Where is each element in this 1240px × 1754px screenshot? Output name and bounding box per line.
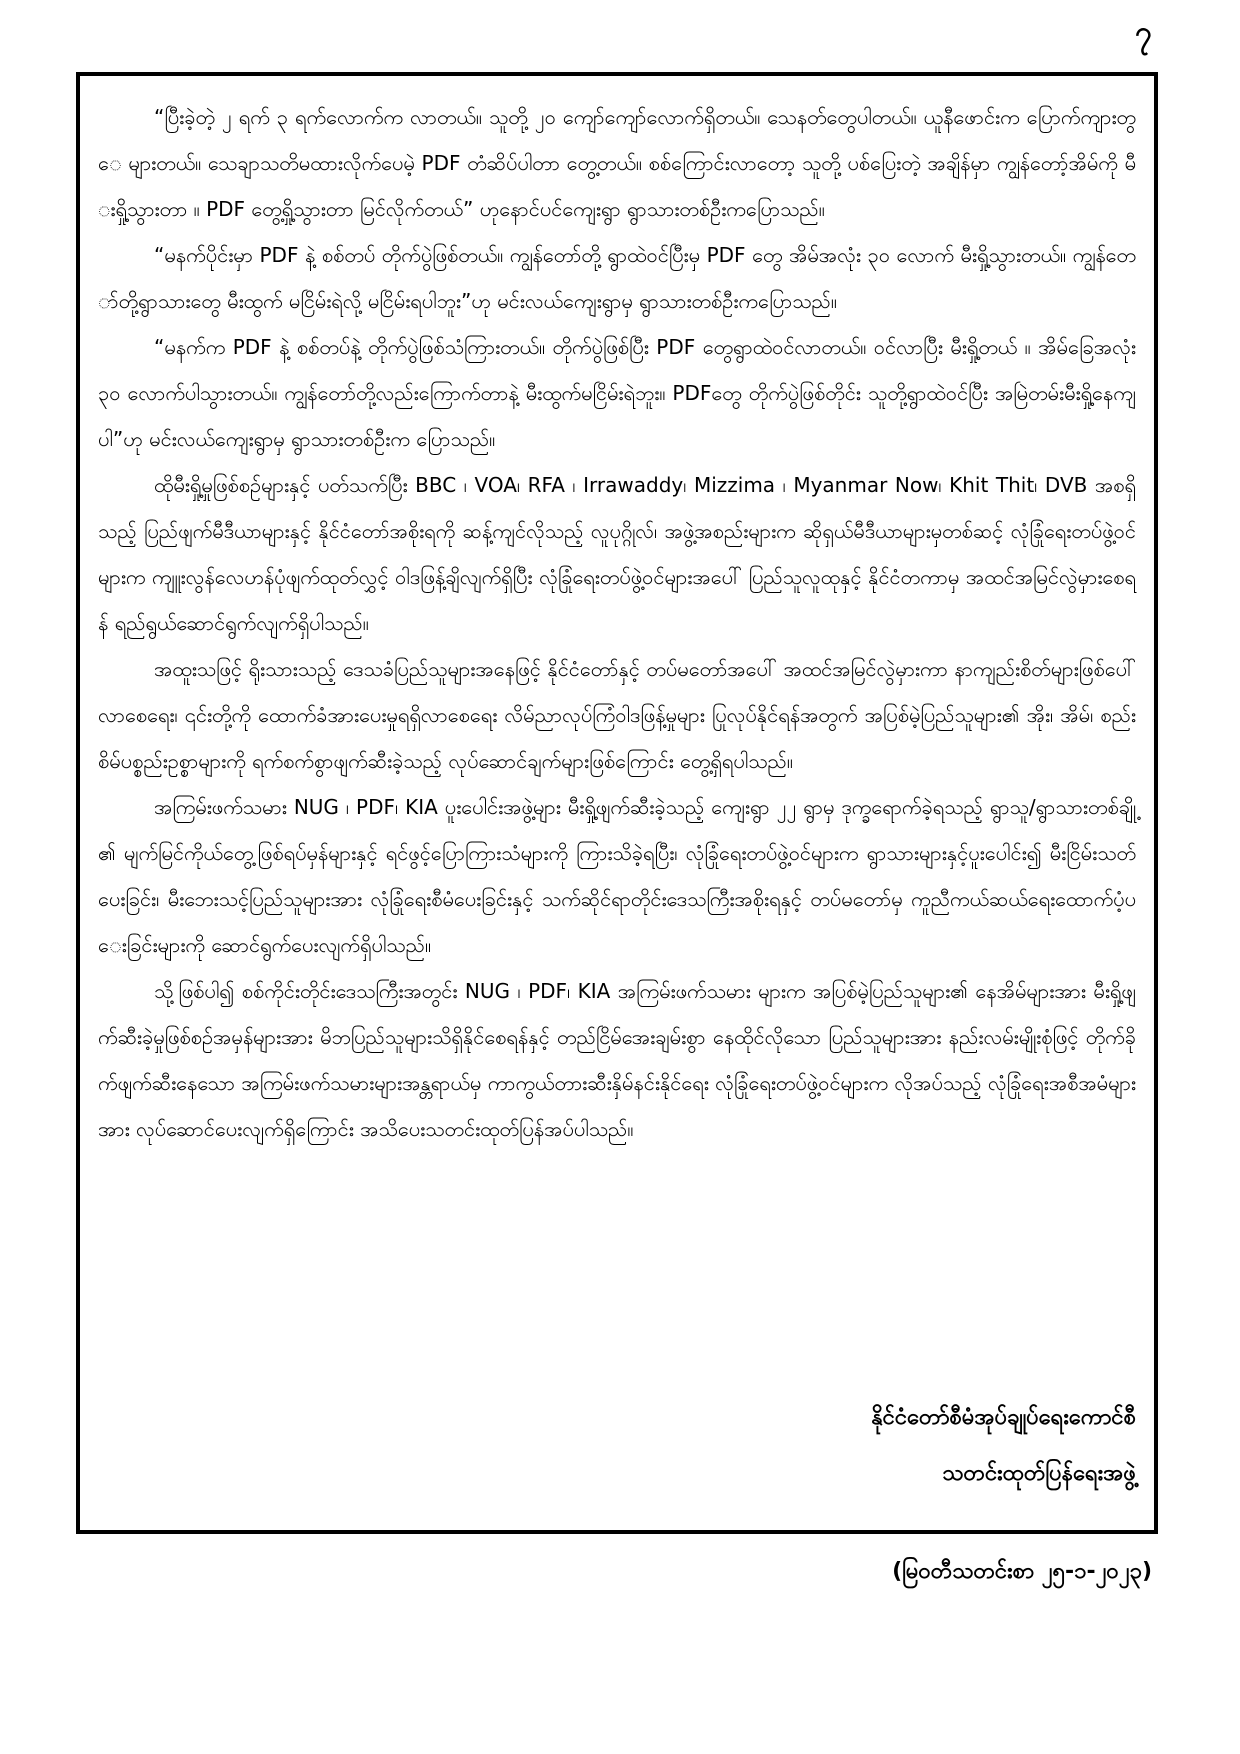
signature-council: နိုင်ငံတော်စီမံအုပ်ချုပ်ရေးကောင်စီ <box>871 1405 1136 1430</box>
signature-info-team: သတင်းထုတ်ပြန်ရေးအဖွဲ့ <box>942 1461 1136 1486</box>
paragraph-3: “မနက်က PDF နဲ့ စစ်တပ်နဲ့ တိုက်ပွဲဖြစ်သံကြားတယ်။ တိုက်ပွဲဖြစ်ပြီး PDF တွေရွာထဲဝင်လာတယ်။ ဝင်လာပြီး မီးရှို့တယ် ။ အိမ်ခြေအလုံး ၃၀ လောက်ပါသွားတယ်။ ကျွန်တော်တို့လည်းကြောက်တာနဲ့ မီးထွက်မငြိမ်းရဲဘူး။ PDFတွေ တိုက်ပွဲဖြစ်တိုင်း သူတို့ရွာထဲဝင်ပြီး အမြဲတမ်းမီးရှို့နေကျပါ”ဟု မင်းလယ်ကျေးရွာမှ ရွာသားတစ်ဦးက ပြောသည်။ <box>98 335 1136 451</box>
paragraph-6: အကြမ်းဖက်သမား NUG ၊ PDF၊ KIA ပူးပေါင်းအဖွဲ့များ မီးရှို့ဖျက်ဆီးခဲ့သည့် ကျေးရွာ ၂၂ ရွာမှ ဒုက္ခရောက်ခဲ့ရသည့် ရွာသူ/ရွာသားတစ်ချို့၏ မျက်မြင်ကိုယ်တွေ့ဖြစ်ရပ်မှန်များနှင့် ရင်ဖွင့်ပြောကြားသံများကို ကြားသိခဲ့ရပြီး၊ လုံခြုံရေးတပ်ဖွဲ့ဝင်များက ရွာသားများနှင့်ပူးပေါင်း၍ မီးငြိမ်းသတ်ပေးခြင်း၊ မီးဘေးသင့်ပြည်သူများအား လုံခြုံရေးစီမံပေးခြင်းနှင့် သက်ဆိုင်ရာတိုင်းဒေသကြီးအစိုးရနှင့် တပ်မတော်မှ ကူညီကယ်ဆယ်ရေးထောက်ပံ့ပေးခြင်းများကို ဆောင်ရွက်ပေးလျက်ရှိပါသည်။ <box>98 795 1136 957</box>
paragraph-5: အထူးသဖြင့် ရိုးသားသည့် ဒေသခံပြည်သူများအနေဖြင့် နိုင်ငံတော်နှင့် တပ်မတော်အပေါ် အထင်အမြင်လွဲမှားကာ နာကျည်းစိတ်များဖြစ်ပေါ်လာစေရေး၊ ၎င်းတို့ကို ထောက်ခံအားပေးမှုရရှိလာစေရေး လိမ်ညာလုပ်ကြံဝါဒဖြန့်မှုများ ပြုလုပ်နိုင်ရန်အတွက် အပြစ်မဲ့ပြည်သူများ၏ အိုး၊ အိမ်၊ စည်းစိမ်ပစ္စည်းဥစ္စာများကို ရက်စက်စွာဖျက်ဆီးခဲ့သည့် လုပ်ဆောင်ချက်များဖြစ်ကြောင်း တွေ့ရှိရပါသည်။ <box>98 657 1136 773</box>
source-citation: (မြဝတီသတင်းစာ ၂၅-၁-၂၀၂၃) <box>892 1559 1152 1584</box>
page-number: ၇ <box>1135 15 1152 50</box>
paragraph-1: “ပြီးခဲ့တဲ့ ၂ ရက် ၃ ရက်လောက်က လာတယ်။ သူတို့ ၂၀ ကျော်ကျော်လောက်ရှိတယ်။ သေနတ်တွေပါတယ်။ ယူနီဖောင်းက ပြောက်ကျားတွေ များတယ်။ သေချာသတိမထားလိုက်ပေမဲ့ PDF တံဆိပ်ပါတာ တွေ့တယ်။ စစ်ကြောင်းလာတော့ သူတို့ ပစ်ပြေးတဲ့ အချိန်မှာ ကျွန်တော့်အိမ်ကို မီးရှို့သွားတာ ။ PDF တွေ့ရှို့သွားတာ မြင်လိုက်တယ်” ဟုနောင်ပင်ကျေးရွာ ရွာသားတစ်ဦးကပြောသည်။ <box>98 105 1136 221</box>
document-frame <box>76 72 1158 1534</box>
paragraph-2: “မနက်ပိုင်းမှာ PDF နဲ့ စစ်တပ် တိုက်ပွဲဖြစ်တယ်။ ကျွန်တော်တို့ ရွာထဲဝင်ပြီးမှ PDF တွေ အိမ်အလုံး ၃၀ လောက် မီးရှို့သွားတယ်။ ကျွန်တော်တို့ရွာသားတွေ မီးထွက် မငြိမ်းရဲလို့ မငြိမ်းရပါဘူး”ဟု မင်းလယ်ကျေးရွာမှ ရွာသားတစ်ဦးကပြောသည်။ <box>98 243 1137 313</box>
paragraph-4: ထိုမီးရှို့မှုဖြစ်စဉ်များနှင့် ပတ်သက်ပြီး BBC ၊ VOA၊ RFA ၊ Irrawaddy၊ Mizzima ၊ Myanmar Now၊ Khit Thit၊ DVB အစရှိသည့် ပြည်ဖျက်မီဒီယာများနှင့် နိုင်ငံတော်အစိုးရကို ဆန့်ကျင်လိုသည့် လူပုဂ္ဂိုလ်၊ အဖွဲ့အစည်းများက ဆိုရှယ်မီဒီယာများမှတစ်ဆင့် လုံခြုံရေးတပ်ဖွဲ့ဝင်များက ကျူးလွန်လေဟန်ပုံဖျက်ထုတ်လွှင့် ဝါဒဖြန့်ချိလျက်ရှိပြီး လုံခြုံရေးတပ်ဖွဲ့ဝင်များအပေါ် ပြည်သူလူထုနှင့် နိုင်ငံတကာမှ အထင်အမြင်လွဲမှားစေရန် ရည်ရွယ်ဆောင်ရွက်လျက်ရှိပါသည်။ <box>98 473 1136 635</box>
paragraph-7: သို့ဖြစ်ပါ၍ စစ်ကိုင်းတိုင်းဒေသကြီးအတွင်း NUG ၊ PDF၊ KIA အကြမ်းဖက်သမား များက အပြစ်မဲ့ပြည်သူများ၏ နေအိမ်များအား မီးရှို့ဖျက်ဆီးခဲ့မှုဖြစ်စဉ်အမှန်များအား မိဘပြည်သူများသိရှိနိုင်စေရန်နှင့် တည်ငြိမ်အေးချမ်းစွာ နေထိုင်လိုသော ပြည်သူများအား နည်းလမ်းမျိုးစုံဖြင့် တိုက်ခိုက်ဖျက်ဆီးနေသော အကြမ်းဖက်သမားများအန္တရာယ်မှ ကာကွယ်တားဆီးနှိမ်နင်းနိုင်ရေး လုံခြုံရေးတပ်ဖွဲ့ဝင်များက လိုအပ်သည့် လုံခြုံရေးအစီအမံများအား လုပ်ဆောင်ပေးလျက်ရှိကြောင်း အသိပေးသတင်းထုတ်ပြန်အပ်ပါသည်။ <box>98 979 1136 1141</box>
signature-block <box>871 1390 1136 1502</box>
